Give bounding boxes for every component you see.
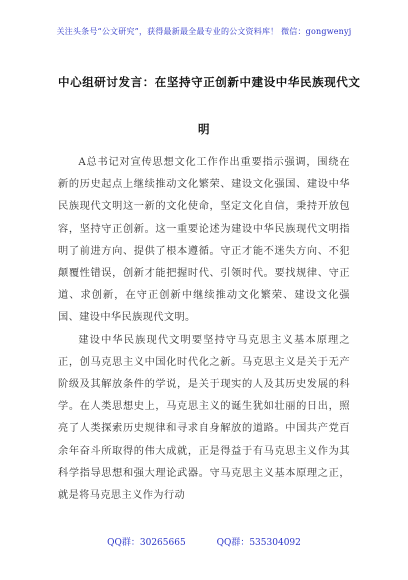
header-promo-note: 关注头条号“公文研究”，获得最新最全最专业的公文资料库！ 微信：gongwenyj (56, 27, 352, 36)
document-body (58, 152, 350, 507)
body-paragraph: A总书记对宣传思想文化工作作出重要指示强调，围绕在新的历史起点上继续推动文化繁荣、建设文化强国、建设中华民族现代文明这一新的文化使命，坚定文化自信，秉持开放包容，坚持守正创新。这一重要论述为建设中华民族现代文明指明了前进方向、提供了根本遵循。守正才能不迷失方向、不犯颠覆性错误，创新才能把握时代、引领时代。要找规律、守正道、求创新，在守正创新中继续推动文化繁荣、建设文化强国、建设中华民族现代文明。 (58, 157, 350, 324)
body-paragraph: 建设中华民族现代文明要坚持守马克思主义基本原理之正，创马克思主义中国化时代化之新。马克思主义是关于无产阶级及其解放条件的学说，是关于现实的人及其历史发展的科学。在人类思想史上，马克思主义的诞生犹如壮丽的日出，照亮了人类探索历史规律和寻求自身解放的道路。中国共产党百余年奋斗所取得的伟大成就，正是得益于有马克思主义作为其科学指导思想和强大理论武器。守马克思主义基本原理之正，就是将马克思主义作为行动 (58, 334, 350, 502)
footer-qq-group-2: QQ群：535304092 (216, 538, 301, 548)
document-title-line-2: 明 (197, 122, 211, 136)
footer-contact (0, 535, 408, 548)
footer-qq-group-1: QQ群：30265665 (107, 538, 186, 548)
document-title-line-1: 中心组研讨发言：在坚持守正创新中建设中华民族现代文 (58, 75, 361, 89)
